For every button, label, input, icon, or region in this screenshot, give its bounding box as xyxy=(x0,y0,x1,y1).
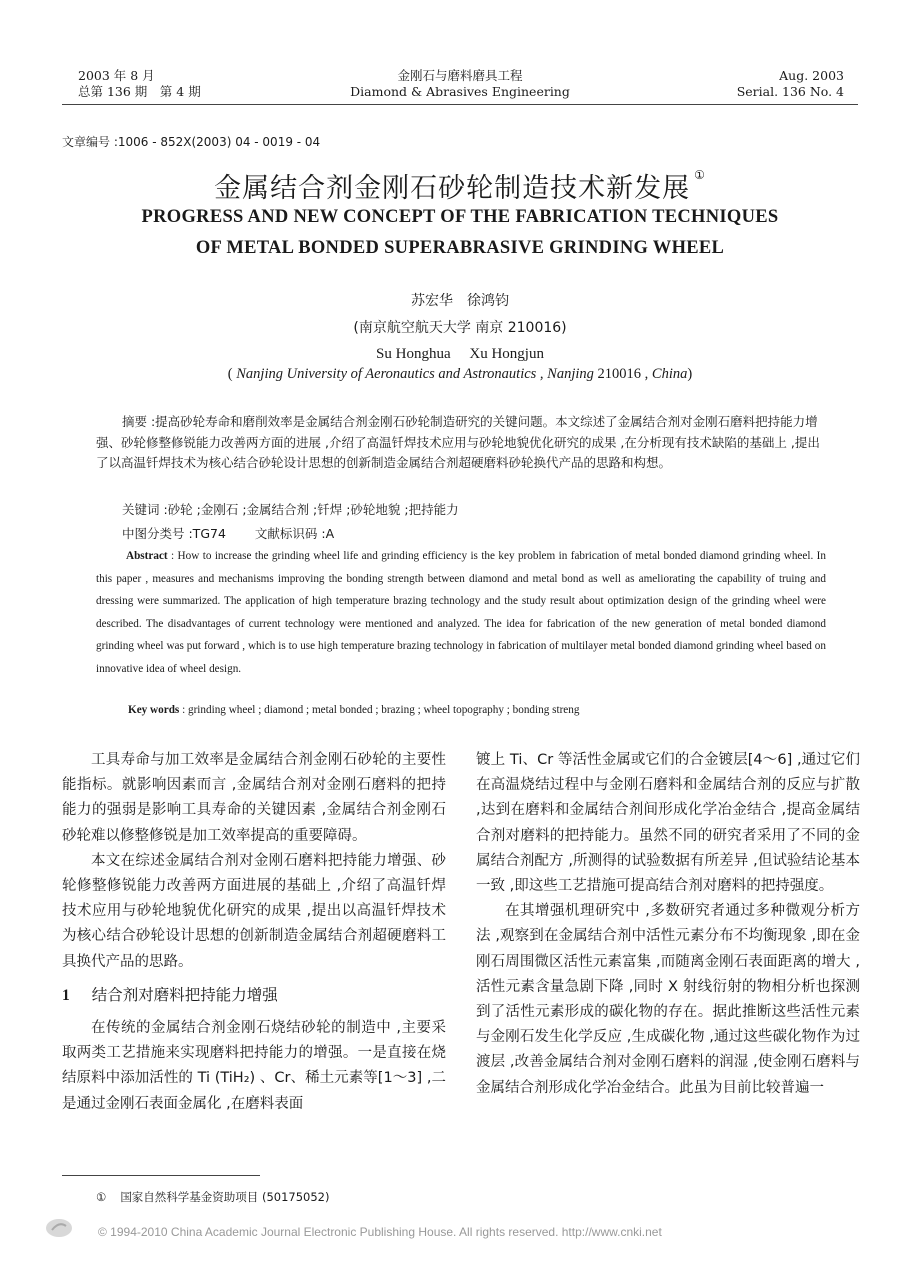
header-date-en: Aug. 2003 xyxy=(779,68,844,83)
footnote xyxy=(96,1189,329,1205)
paragraph: 镀上 Ti、Cr 等活性金属或它们的合金镀层[4～6] ,通过它们在高温烧结过程中与金刚石磨料和金属结合剂的反应与扩散 ,达到在磨料和金属结合剂间形成化学冶金结合 ,提高金属结合剂对磨料的把持能力。虽然不同的研究者采用了不同的金属结合剂配方 ,所测得的试验数据有所差异 ,但试验结论基本一致 ,即这些工艺措施可提高结合剂对磨料的把持强度。 xyxy=(476,752,860,895)
title-footnote-mark: ① xyxy=(694,168,706,182)
body-left-column xyxy=(62,748,446,1117)
title-cn-text: 金属结合剂金刚石砂轮制造技术新发展 xyxy=(214,173,691,204)
authors-en: Su Honghua Xu Hongjun xyxy=(376,346,544,362)
header-serial: Serial. 136 No. 4 xyxy=(736,84,844,99)
abstract-en-label: Abstract xyxy=(126,550,168,562)
paragraph: 本文在综述金属结合剂对金刚石磨料把持能力增强、砂轮修整修锐能力改善两方面进展的基础上 ,介绍了高温钎焊技术应用与砂轮地貌优化研究的成果 ,提出以高温钎焊技术为核心结合砂轮设计思想的创新制造金属结合剂超硬磨料工具换代产品的思路。 xyxy=(62,852,446,970)
keywords-cn: 关键词 :砂轮 ;金刚石 ;金属结合剂 ;钎焊 ;砂轮地貌 ;把持能力 xyxy=(122,502,459,517)
abstract-cn: 摘要 :提高砂轮寿命和磨削效率是金属结合剂金刚石砂轮制造研究的关键问题。本文综述了金属结合剂对金刚石磨料把持能力增强、砂轮修整修锐能力改善两方面的进展 ,介绍了高温钎焊技术应用与砂轮地貌优化研究的成果 ,在分析现有技术缺陷的基础上 ,提出了以高温钎焊技术为核心结合砂轮设计思想的创新制造金属结合剂超硬磨料砂轮换代产品的思路和构想。 xyxy=(96,414,820,470)
header-date: 2003 年 8 月 xyxy=(78,68,155,83)
cnki-logo-icon xyxy=(44,1217,74,1239)
header-right xyxy=(737,68,844,100)
title-en-line2: OF METAL BONDED SUPERABRASIVE GRINDING WHEEL xyxy=(195,238,725,258)
keywords-en-text: : grinding wheel ; diamond ; metal bonded ; brazing ; wheel topography ; bonding streng xyxy=(179,704,580,716)
header-divider xyxy=(62,104,858,105)
classification-cn: 中图分类号 :TG74 文献标识码 :A xyxy=(122,526,335,541)
paragraph: 在其增强机理研究中 ,多数研究者通过多种微观分析方法 ,观察到在金属结合剂中活性元素分布不均衡现象 ,即在金刚石周围微区活性元素富集 ,而随离金刚石表面距离的增大 ,活性元素含量急剧下降 ,同时 X 射线衍射的物相分析也探测到了活性元素形成的碳化物的存在。据此推断这些活性元素与金刚石发生化学反应 ,生成碳化物 ,通过这些碳化物作为过渡层 ,改善金属结合剂对金刚石磨料的润湿 ,使金刚石磨料与金属结合剂形成化学冶金结合。此虽为目前比较普遍一 xyxy=(476,903,860,1096)
journal-title-cn: 金刚石与磨料磨具工程 xyxy=(397,68,523,83)
abstract-en xyxy=(96,545,826,680)
copyright-notice: © 1994-2010 China Academic Journal Electronic Publishing House. All rights reserved. http://www.cnki.net xyxy=(98,1225,662,1239)
paragraph: 在传统的金属结合剂金刚石烧结砂轮的制造中 ,主要采取两类工艺措施来实现磨料把持能力的增强。一是直接在烧结原料中添加活性的 Ti (TiH₂) 、Cr、稀土元素等[1～3] ,二是通过金刚石表面金属化 ,在磨料表面 xyxy=(62,1020,446,1112)
keywords-en xyxy=(128,704,579,716)
authors-cn: 苏宏华 徐鸿钧 xyxy=(411,293,509,309)
affil-close: ) xyxy=(687,366,693,382)
title-en-line1: PROGRESS AND NEW CONCEPT OF THE FABRICATION TECHNIQUES xyxy=(141,207,779,227)
abstract-en-text: : How to increase the grinding wheel life and grinding efficiency is the key problem in fabrication of metal bonded diamond grinding wheel. In this paper , measures and mechanisms improving the bonding strength between diamond and metal bond as well as ameliorating the capability of truing and dressing were summarized. The application of high temperature brazing technology and the study result about optimization design of the grinding wheel were described. The disadvantages of current technology were mentioned and analyzed. The idea for fabrication of the new generation of metal bonded diamond grinding wheel was put forward , which is to use high temperature brazing technology in fabrication of multilayer metal bonded diamond grinding wheel based on innovative idea of wheel design. xyxy=(96,550,826,675)
keywords-en-label: Key words xyxy=(128,704,180,716)
body-right-column xyxy=(476,748,860,1101)
affiliation-cn: (南京航空航天大学 南京 210016) xyxy=(353,320,567,336)
footnote-text: 国家自然科学基金资助项目 (50175052) xyxy=(120,1190,330,1204)
section-number: 1 xyxy=(62,986,70,1004)
affil-country: China xyxy=(651,366,688,382)
affil-open: ( xyxy=(227,366,237,382)
title-cn xyxy=(0,166,920,205)
journal-title-en: Diamond & Abrasives Engineering xyxy=(350,84,570,99)
section-heading xyxy=(62,983,446,1008)
header-issue: 总第 136 期 第 4 期 xyxy=(78,84,201,99)
affil-institution: Nanjing University of Aeronautics and Astronautics , Nanjing xyxy=(236,366,594,382)
affil-postcode: 210016 , xyxy=(593,366,652,382)
article-number: 文章编号 :1006 - 852X(2003) 04 - 0019 - 04 xyxy=(62,135,321,149)
paragraph: 工具寿命与加工效率是金属结合剂金刚石砂轮的主要性能指标。就影响因素而言 ,金属结合剂对金刚石磨料的把持能力的强弱是影响工具寿命的关键因素 ,金属结合剂金刚石砂轮难以修整修锐是加工效率提高的重要障碍。 xyxy=(62,752,446,844)
footnote-divider xyxy=(62,1175,260,1176)
affiliation-en xyxy=(0,366,920,383)
section-title: 结合剂对磨料把持能力增强 xyxy=(91,985,278,1004)
footnote-mark: ① xyxy=(96,1190,107,1204)
